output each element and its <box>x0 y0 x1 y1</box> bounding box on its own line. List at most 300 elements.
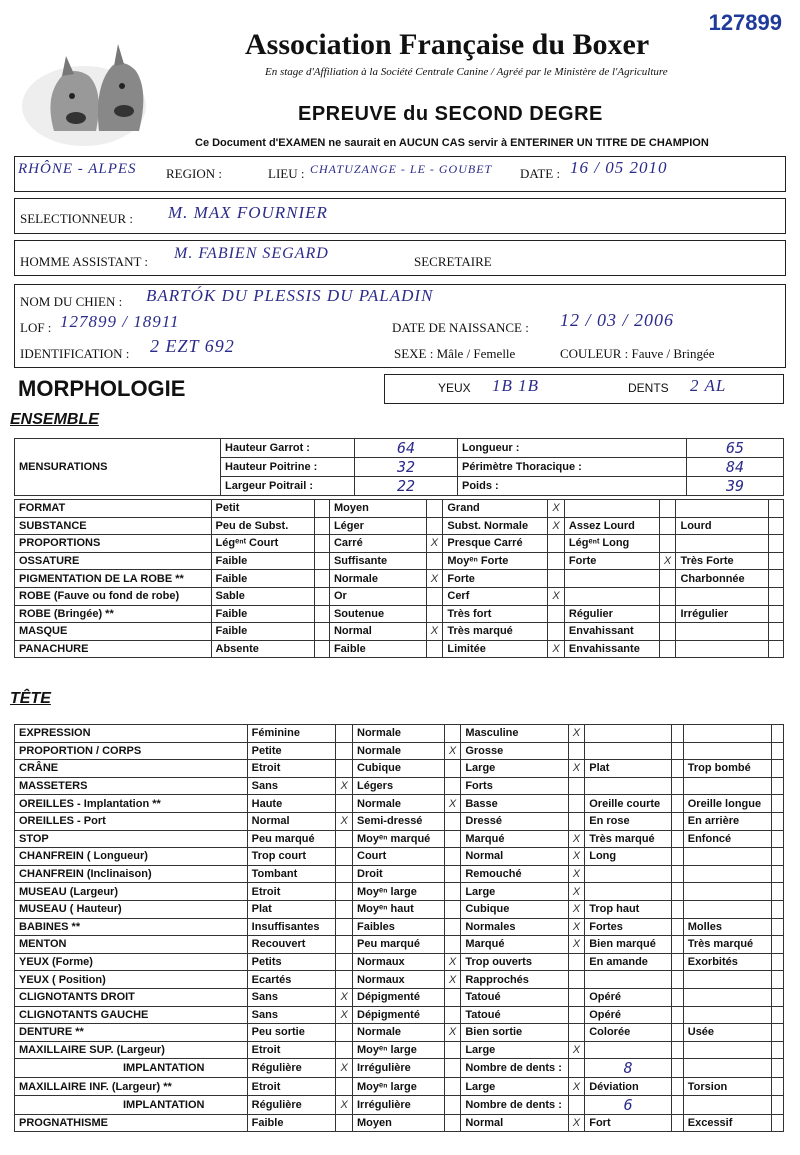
check-cell <box>568 1006 585 1024</box>
option-cell: Très marqué <box>443 623 548 641</box>
check-cell <box>769 535 784 553</box>
option-cell: Peu marqué <box>353 936 445 954</box>
option-cell: Normale <box>353 742 445 760</box>
check-cell <box>772 1024 784 1042</box>
criteria-label: YEUX (Forme) <box>15 953 248 971</box>
check-cell <box>568 953 585 971</box>
check-cell <box>772 760 784 778</box>
option-cell: Grand <box>443 500 548 518</box>
option-cell: Large <box>461 1078 568 1096</box>
option-cell <box>564 500 659 518</box>
option-cell: Irrégulière <box>353 1059 445 1078</box>
check-cell: X <box>548 640 565 658</box>
check-cell <box>772 812 784 830</box>
check-cell <box>772 1095 784 1114</box>
check-cell <box>769 623 784 641</box>
option-cell <box>683 742 772 760</box>
option-cell: Nombre de dents : <box>461 1095 568 1114</box>
check-cell <box>426 605 443 623</box>
tete-table <box>14 724 784 1132</box>
check-cell <box>672 848 684 866</box>
criteria-row <box>15 1059 784 1078</box>
check-cell <box>672 830 684 848</box>
option-cell: Torsion <box>683 1078 772 1096</box>
couleur-field: COULEUR : Fauve / Bringée <box>560 346 715 361</box>
criteria-row <box>15 830 784 848</box>
option-cell: Faible <box>329 640 426 658</box>
criteria-row <box>15 1041 784 1059</box>
check-cell <box>772 1059 784 1078</box>
option-cell <box>683 900 772 918</box>
option-cell: Moyᵉⁿ large <box>353 883 445 901</box>
check-cell <box>772 1006 784 1024</box>
check-cell <box>769 570 784 588</box>
mensuration-value: 84 <box>687 458 784 477</box>
check-cell <box>568 777 585 795</box>
check-cell <box>772 971 784 989</box>
check-cell <box>672 1095 684 1114</box>
option-cell: Faible <box>211 605 315 623</box>
check-cell <box>672 760 684 778</box>
yeux-label: YEUX <box>438 381 471 395</box>
check-cell <box>769 552 784 570</box>
check-cell <box>315 640 330 658</box>
check-cell <box>769 640 784 658</box>
option-cell: Dressé <box>461 812 568 830</box>
option-cell: Marqué <box>461 830 568 848</box>
check-cell: X <box>548 587 565 605</box>
option-cell: Masculine <box>461 725 568 743</box>
criteria-label: OSSATURE <box>15 552 212 570</box>
option-cell <box>564 587 659 605</box>
check-cell <box>568 1095 585 1114</box>
yeux-value: 1B 1B <box>492 376 540 395</box>
check-cell <box>672 812 684 830</box>
check-cell <box>444 1041 461 1059</box>
check-cell <box>336 900 353 918</box>
option-cell: Suffisante <box>329 552 426 570</box>
dog-name-value: BARTÓK DU PLESSIS DU PALADIN <box>146 286 434 305</box>
check-cell <box>336 883 353 901</box>
criteria-label: PROPORTION / CORPS <box>15 742 248 760</box>
option-cell: Oreille courte <box>585 795 672 813</box>
check-cell: X <box>444 795 461 813</box>
check-cell: X <box>548 517 565 535</box>
document-number: 127899 <box>708 10 782 35</box>
association-name: Association Française du Boxer <box>245 28 650 61</box>
option-cell: Normal <box>247 812 336 830</box>
check-cell <box>772 883 784 901</box>
check-cell <box>772 725 784 743</box>
option-cell: Faible <box>211 552 315 570</box>
criteria-row <box>15 623 784 641</box>
option-cell <box>683 848 772 866</box>
option-cell <box>585 1041 672 1059</box>
option-cell: Normale <box>353 1024 445 1042</box>
lieu-label: LIEU : <box>268 166 305 181</box>
secretaire-label: SECRETAIRE <box>414 254 492 269</box>
check-cell <box>672 865 684 883</box>
check-cell <box>568 812 585 830</box>
check-cell <box>315 623 330 641</box>
option-cell: Recouvert <box>247 936 336 954</box>
option-cell: Sans <box>247 1006 336 1024</box>
check-cell <box>548 552 565 570</box>
check-cell <box>772 1078 784 1096</box>
criteria-label: IMPLANTATION <box>15 1095 248 1114</box>
check-cell <box>672 953 684 971</box>
option-cell <box>683 1006 772 1024</box>
affiliation-line: En stage d'Affiliation à la Société Centrale Canine / Agréé par le Ministère de l'Agriculture <box>265 66 668 78</box>
mensuration-label: Poids : <box>458 477 687 496</box>
option-cell: Nombre de dents : <box>461 1059 568 1078</box>
check-cell: X <box>426 570 443 588</box>
check-cell <box>568 1059 585 1078</box>
criteria-row <box>15 742 784 760</box>
check-cell <box>444 988 461 1006</box>
option-cell: Très marqué <box>585 830 672 848</box>
check-cell <box>315 552 330 570</box>
criteria-label: MASQUE <box>15 623 212 641</box>
option-cell: Etroit <box>247 883 336 901</box>
criteria-row <box>15 865 784 883</box>
mensuration-label: Hauteur Poitrine : <box>221 458 355 477</box>
mensuration-label: Largeur Poitrail : <box>221 477 355 496</box>
option-cell: Marqué <box>461 936 568 954</box>
option-cell: Long <box>585 848 672 866</box>
check-cell <box>769 500 784 518</box>
criteria-label: OREILLES - Port <box>15 812 248 830</box>
option-cell: Dépigmenté <box>353 988 445 1006</box>
criteria-label: CLIGNOTANTS GAUCHE <box>15 1006 248 1024</box>
check-cell <box>548 605 565 623</box>
option-cell <box>683 865 772 883</box>
option-cell: Irrégulière <box>353 1095 445 1114</box>
check-cell <box>548 623 565 641</box>
check-cell: X <box>568 883 585 901</box>
option-cell: Normal <box>329 623 426 641</box>
option-cell: Etroit <box>247 1041 336 1059</box>
check-cell <box>315 500 330 518</box>
option-cell: Normales <box>461 918 568 936</box>
check-cell <box>769 587 784 605</box>
mensuration-value: 32 <box>355 458 458 477</box>
check-cell <box>444 883 461 901</box>
lof-value: 127899 / 18911 <box>60 312 180 331</box>
option-cell <box>683 883 772 901</box>
option-cell: Envahissante <box>564 640 659 658</box>
criteria-row <box>15 1114 784 1132</box>
criteria-row <box>15 971 784 989</box>
option-cell: Faible <box>211 570 315 588</box>
option-cell: Grosse <box>461 742 568 760</box>
lof-label: LOF : <box>20 320 52 335</box>
option-cell: Petits <box>247 953 336 971</box>
check-cell <box>672 883 684 901</box>
criteria-row <box>15 795 784 813</box>
criteria-row <box>15 777 784 795</box>
check-cell: X <box>568 918 585 936</box>
criteria-row <box>15 1095 784 1114</box>
check-cell <box>444 1059 461 1078</box>
check-cell: X <box>568 1078 585 1096</box>
option-cell: Trop ouverts <box>461 953 568 971</box>
option-cell: Large <box>461 883 568 901</box>
check-cell <box>336 971 353 989</box>
check-cell <box>772 1114 784 1132</box>
criteria-label: MUSEAU (Largeur) <box>15 883 248 901</box>
criteria-row <box>15 883 784 901</box>
check-cell <box>769 517 784 535</box>
option-cell <box>683 725 772 743</box>
check-cell <box>672 1006 684 1024</box>
check-cell <box>444 848 461 866</box>
mensuration-value: 39 <box>687 477 784 496</box>
check-cell <box>672 900 684 918</box>
check-cell <box>444 900 461 918</box>
check-cell <box>336 1078 353 1096</box>
check-cell: X <box>336 812 353 830</box>
check-cell <box>672 742 684 760</box>
option-cell: Normale <box>353 725 445 743</box>
option-cell: Carré <box>329 535 426 553</box>
check-cell <box>769 605 784 623</box>
check-cell <box>336 760 353 778</box>
check-cell <box>568 988 585 1006</box>
criteria-row <box>15 640 784 658</box>
option-cell: Or <box>329 587 426 605</box>
tete-title: TÊTE <box>10 690 51 707</box>
criteria-label: CLIGNOTANTS DROIT <box>15 988 248 1006</box>
check-cell <box>444 1006 461 1024</box>
check-cell <box>772 848 784 866</box>
option-cell: Faible <box>211 623 315 641</box>
option-cell: Oreille longue <box>683 795 772 813</box>
sexe-field: SEXE : Mâle / Femelle <box>394 346 516 361</box>
criteria-row <box>15 570 784 588</box>
option-cell: Rapprochés <box>461 971 568 989</box>
check-cell <box>315 587 330 605</box>
mensurations-label: MENSURATIONS <box>15 439 221 496</box>
criteria-label: MUSEAU ( Hauteur) <box>15 900 248 918</box>
check-cell: X <box>568 865 585 883</box>
criteria-label: BABINES ** <box>15 918 248 936</box>
region-label: REGION : <box>166 166 222 181</box>
option-cell: Légᵉⁿᵗ Court <box>211 535 315 553</box>
check-cell <box>315 517 330 535</box>
criteria-row <box>15 988 784 1006</box>
criteria-label: MENTON <box>15 936 248 954</box>
check-cell <box>672 1078 684 1096</box>
criteria-label: ROBE (Fauve ou fond de robe) <box>15 587 212 605</box>
check-cell <box>426 552 443 570</box>
option-cell: Légers <box>353 777 445 795</box>
option-cell: Petit <box>211 500 315 518</box>
option-cell: Moyᵉⁿ marqué <box>353 830 445 848</box>
mensuration-value: 64 <box>355 439 458 458</box>
option-cell: Limitée <box>443 640 548 658</box>
option-cell: Trop bombé <box>683 760 772 778</box>
option-cell: Moyᵉⁿ haut <box>353 900 445 918</box>
check-cell <box>336 1024 353 1042</box>
option-cell: Régulière <box>247 1095 336 1114</box>
criteria-label: MAXILLAIRE INF. (Largeur) ** <box>15 1078 248 1096</box>
option-cell: Basse <box>461 795 568 813</box>
option-cell: Cerf <box>443 587 548 605</box>
option-cell <box>683 988 772 1006</box>
option-cell: Exorbités <box>683 953 772 971</box>
check-cell <box>672 988 684 1006</box>
criteria-label: SUBSTANCE <box>15 517 212 535</box>
option-cell <box>683 971 772 989</box>
option-cell: Normale <box>329 570 426 588</box>
check-cell: X <box>568 760 585 778</box>
option-cell: Forte <box>564 552 659 570</box>
criteria-label: PROPORTIONS <box>15 535 212 553</box>
option-cell <box>676 640 769 658</box>
check-cell <box>336 1041 353 1059</box>
option-cell: 8 <box>585 1059 672 1078</box>
check-cell: X <box>568 1041 585 1059</box>
option-cell <box>676 623 769 641</box>
check-cell <box>548 570 565 588</box>
lieu-value: CHATUZANGE - LE - GOUBET <box>310 162 493 176</box>
check-cell: X <box>444 971 461 989</box>
check-cell: X <box>336 777 353 795</box>
check-cell <box>672 1059 684 1078</box>
option-cell: Très Forte <box>676 552 769 570</box>
option-cell: Bien marqué <box>585 936 672 954</box>
check-cell <box>444 725 461 743</box>
criteria-row <box>15 605 784 623</box>
check-cell <box>336 848 353 866</box>
dents-label: DENTS <box>628 381 669 395</box>
option-cell <box>585 777 672 795</box>
mensuration-label: Hauteur Garrot : <box>221 439 355 458</box>
option-cell: Presque Carré <box>443 535 548 553</box>
check-cell <box>336 742 353 760</box>
option-cell: Fort <box>585 1114 672 1132</box>
ensemble-title: ENSEMBLE <box>10 411 99 428</box>
check-cell: X <box>659 552 676 570</box>
check-cell <box>444 1095 461 1114</box>
option-cell: En amande <box>585 953 672 971</box>
check-cell <box>672 1024 684 1042</box>
option-cell: Cubique <box>461 900 568 918</box>
check-cell <box>444 830 461 848</box>
identification-label: IDENTIFICATION : <box>20 346 130 361</box>
criteria-row <box>15 535 784 553</box>
option-cell: Moyᵉⁿ large <box>353 1041 445 1059</box>
option-cell: Féminine <box>247 725 336 743</box>
check-cell <box>772 795 784 813</box>
check-cell <box>772 988 784 1006</box>
option-cell: Moyen <box>329 500 426 518</box>
criteria-row <box>15 900 784 918</box>
check-cell <box>336 1114 353 1132</box>
option-cell: Faible <box>247 1114 336 1132</box>
option-cell: Forts <box>461 777 568 795</box>
option-cell: Enfoncé <box>683 830 772 848</box>
option-cell <box>683 1059 772 1078</box>
check-cell <box>659 623 676 641</box>
check-cell: X <box>336 1059 353 1078</box>
option-cell: Normale <box>353 795 445 813</box>
option-cell: Lourd <box>676 517 769 535</box>
check-cell: X <box>548 500 565 518</box>
check-cell <box>568 795 585 813</box>
option-cell: Large <box>461 760 568 778</box>
ensemble-table <box>14 499 784 658</box>
dog-name-label: NOM DU CHIEN : <box>20 294 123 309</box>
option-cell: Assez Lourd <box>564 517 659 535</box>
option-cell: Dépigmenté <box>353 1006 445 1024</box>
criteria-row <box>15 936 784 954</box>
notice-text: Ce Document d'EXAMEN ne saurait en AUCUN CAS servir à ENTERINER UN TITRE DE CHAMPION <box>195 137 709 149</box>
check-cell: X <box>336 988 353 1006</box>
option-cell: Opéré <box>585 988 672 1006</box>
option-cell: Droit <box>353 865 445 883</box>
option-cell: Absente <box>211 640 315 658</box>
check-cell: X <box>426 623 443 641</box>
check-cell <box>772 742 784 760</box>
check-cell <box>426 640 443 658</box>
check-cell <box>772 900 784 918</box>
criteria-label: EXPRESSION <box>15 725 248 743</box>
criteria-label: PANACHURE <box>15 640 212 658</box>
check-cell <box>444 918 461 936</box>
option-cell: Trop haut <box>585 900 672 918</box>
check-cell <box>772 918 784 936</box>
option-cell <box>683 1041 772 1059</box>
check-cell <box>659 640 676 658</box>
criteria-label: DENTURE ** <box>15 1024 248 1042</box>
check-cell <box>444 1078 461 1096</box>
option-cell <box>585 865 672 883</box>
option-cell: Usée <box>683 1024 772 1042</box>
option-cell: Tombant <box>247 865 336 883</box>
option-cell <box>585 742 672 760</box>
assistant-label: HOMME ASSISTANT : <box>20 254 149 269</box>
identification-value: 2 EZT 692 <box>150 336 235 356</box>
check-cell <box>426 500 443 518</box>
criteria-label: MASSETERS <box>15 777 248 795</box>
option-cell: 6 <box>585 1095 672 1114</box>
option-cell: Faibles <box>353 918 445 936</box>
criteria-row <box>15 953 784 971</box>
option-cell <box>585 883 672 901</box>
option-cell: Excessif <box>683 1114 772 1132</box>
option-cell: Légᵉⁿᵗ Long <box>564 535 659 553</box>
check-cell <box>672 1041 684 1059</box>
option-cell: Ecartés <box>247 971 336 989</box>
check-cell: X <box>336 1006 353 1024</box>
option-cell <box>585 971 672 989</box>
check-cell: X <box>426 535 443 553</box>
option-cell: Très marqué <box>683 936 772 954</box>
option-cell: Régulier <box>564 605 659 623</box>
option-cell <box>564 570 659 588</box>
check-cell <box>672 725 684 743</box>
mensuration-label: Longueur : <box>458 439 687 458</box>
option-cell: Etroit <box>247 760 336 778</box>
criteria-row <box>15 517 784 535</box>
criteria-row <box>15 848 784 866</box>
check-cell <box>672 971 684 989</box>
check-cell <box>336 918 353 936</box>
option-cell: Semi-dressé <box>353 812 445 830</box>
check-cell <box>444 812 461 830</box>
